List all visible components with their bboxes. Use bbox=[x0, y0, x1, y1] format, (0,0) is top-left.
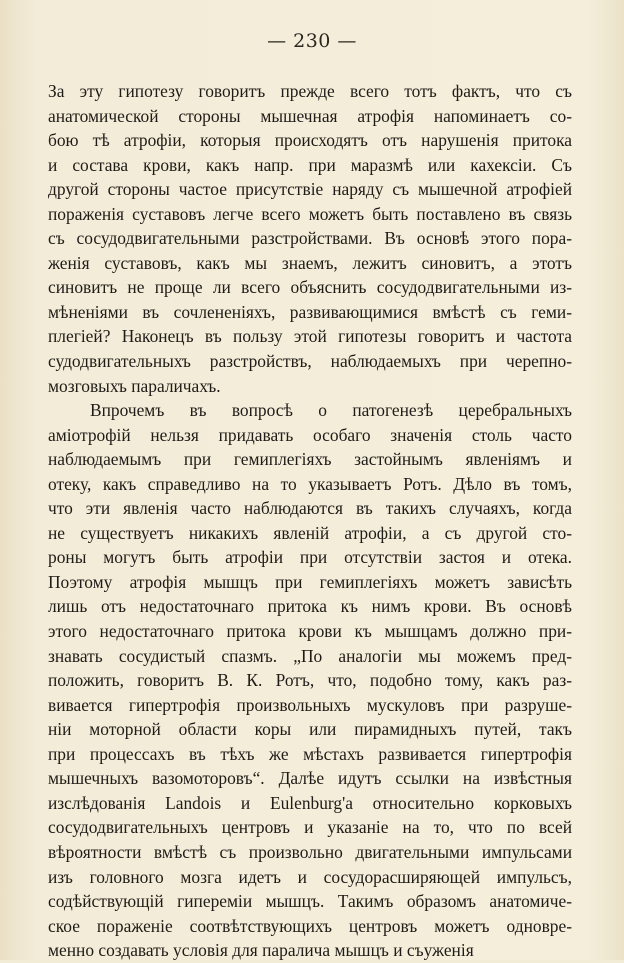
text-line: изслѣдованія Landois и Eulenburg'а относительно корковыхъ bbox=[48, 792, 572, 813]
text-line: За эту гипотезу говоритъ прежде всего тотъ фактъ, что съ bbox=[48, 81, 572, 101]
text-line: женія суставовъ, какъ мы знаемъ, лежитъ синовитъ, а этотъ bbox=[48, 252, 572, 273]
paragraph bbox=[48, 79, 572, 398]
text-line: сосудодвигательныхъ центровъ и указаніе на то, что по всей bbox=[48, 817, 572, 838]
text-line: синовитъ не проще ли всего объяснить сосудодвигательными из- bbox=[48, 277, 572, 298]
text-line: Впрочемъ въ вопросѣ о патогенезѣ церебральныхъ bbox=[90, 400, 572, 421]
text-line: наблюдаемымъ при гемиплегіяхъ застойнымъ явленіямъ и bbox=[48, 449, 572, 470]
text-line: съ сосудодвигательными разстройствами. Въ основѣ этого пора- bbox=[48, 228, 572, 249]
text-line: ніи моторной области коры или пирамидныхъ путей, такъ bbox=[48, 719, 572, 740]
text-line: отеку, какъ справедливо на то указываетъ Ротъ. Дѣло въ томъ, bbox=[48, 473, 572, 494]
text-line: анатомической стороны мышечная атрофія напоминаетъ со- bbox=[48, 105, 572, 126]
text-line: роны могутъ быть атрофіи при отсутствіи застоя и отека. bbox=[48, 547, 572, 568]
text-line: мышечныхъ вазомоторовъ“. Далѣе идутъ ссылки на извѣстныя bbox=[48, 768, 572, 789]
text-line: и состава крови, какъ напр. при маразмѣ или кахексіи. Съ bbox=[48, 154, 572, 175]
text-line: ское пораженіе соотвѣтствующихъ центровъ можетъ одновре- bbox=[48, 915, 572, 936]
text-line: положить, говоритъ В. К. Ротъ, что, подобно тому, какъ раз- bbox=[48, 670, 572, 691]
text-line: мозговыхъ параличахъ. bbox=[48, 375, 221, 396]
text-line: судодвигательныхъ разстройствъ, наблюдаемыхъ при черепно- bbox=[48, 351, 572, 372]
text-line: изъ головного мозга идетъ и сосудорасширяющей импульсъ, bbox=[48, 866, 572, 887]
page-number: — 230 — bbox=[267, 30, 357, 52]
paragraph bbox=[48, 398, 572, 963]
text-line: менно создавать условія для паралича мышцъ и съуженія bbox=[48, 940, 474, 961]
text-line: вѣроятности вмѣстѣ съ произвольно двигательными импульсами bbox=[48, 841, 572, 862]
text-line: другой стороны частое присутствіе наряду съ мышечной атрофіей bbox=[48, 179, 572, 200]
text-line: мѣненіями въ сочлененіяхъ, развивающимися вмѣстѣ съ геми- bbox=[48, 301, 572, 322]
text-line: не существуетъ никакихъ явленій атрофіи, а съ другой сто- bbox=[48, 522, 572, 543]
text-line: пораженія суставовъ легче всего можетъ быть поставлено въ связь bbox=[48, 203, 572, 224]
text-line: содѣйствующій гипереміи мышцъ. Такимъ образомъ анатомиче- bbox=[48, 891, 572, 912]
text-line: что эти явленія часто наблюдаются въ такихъ случаяхъ, когда bbox=[48, 498, 572, 519]
text-line: лишь отъ недостаточнаго притока къ нимъ крови. Въ основѣ bbox=[48, 596, 572, 617]
text-line: аміотрофій нельзя придавать особаго значенія столь часто bbox=[48, 424, 572, 445]
text-line: при процессахъ въ тѣхъ же мѣстахъ развивается гипертрофія bbox=[48, 743, 572, 764]
text-line: вивается гипертрофія произвольныхъ мускуловъ при разруше- bbox=[48, 694, 572, 715]
text-line: бою тѣ атрофіи, которыя происходятъ отъ нарушенія притока bbox=[48, 130, 572, 151]
body-text bbox=[48, 79, 572, 963]
text-line: знавать сосудистый спазмъ. „По аналогіи мы можемъ пред- bbox=[48, 645, 572, 666]
text-line: плегіей? Наконецъ въ пользу этой гипотезы говоритъ и частота bbox=[48, 326, 572, 347]
text-line: этого недостаточнаго притока крови къ мышцамъ должно при- bbox=[48, 621, 572, 642]
text-line: Поэтому атрофія мышцъ при гемиплегіяхъ можетъ зависѣть bbox=[48, 571, 572, 592]
